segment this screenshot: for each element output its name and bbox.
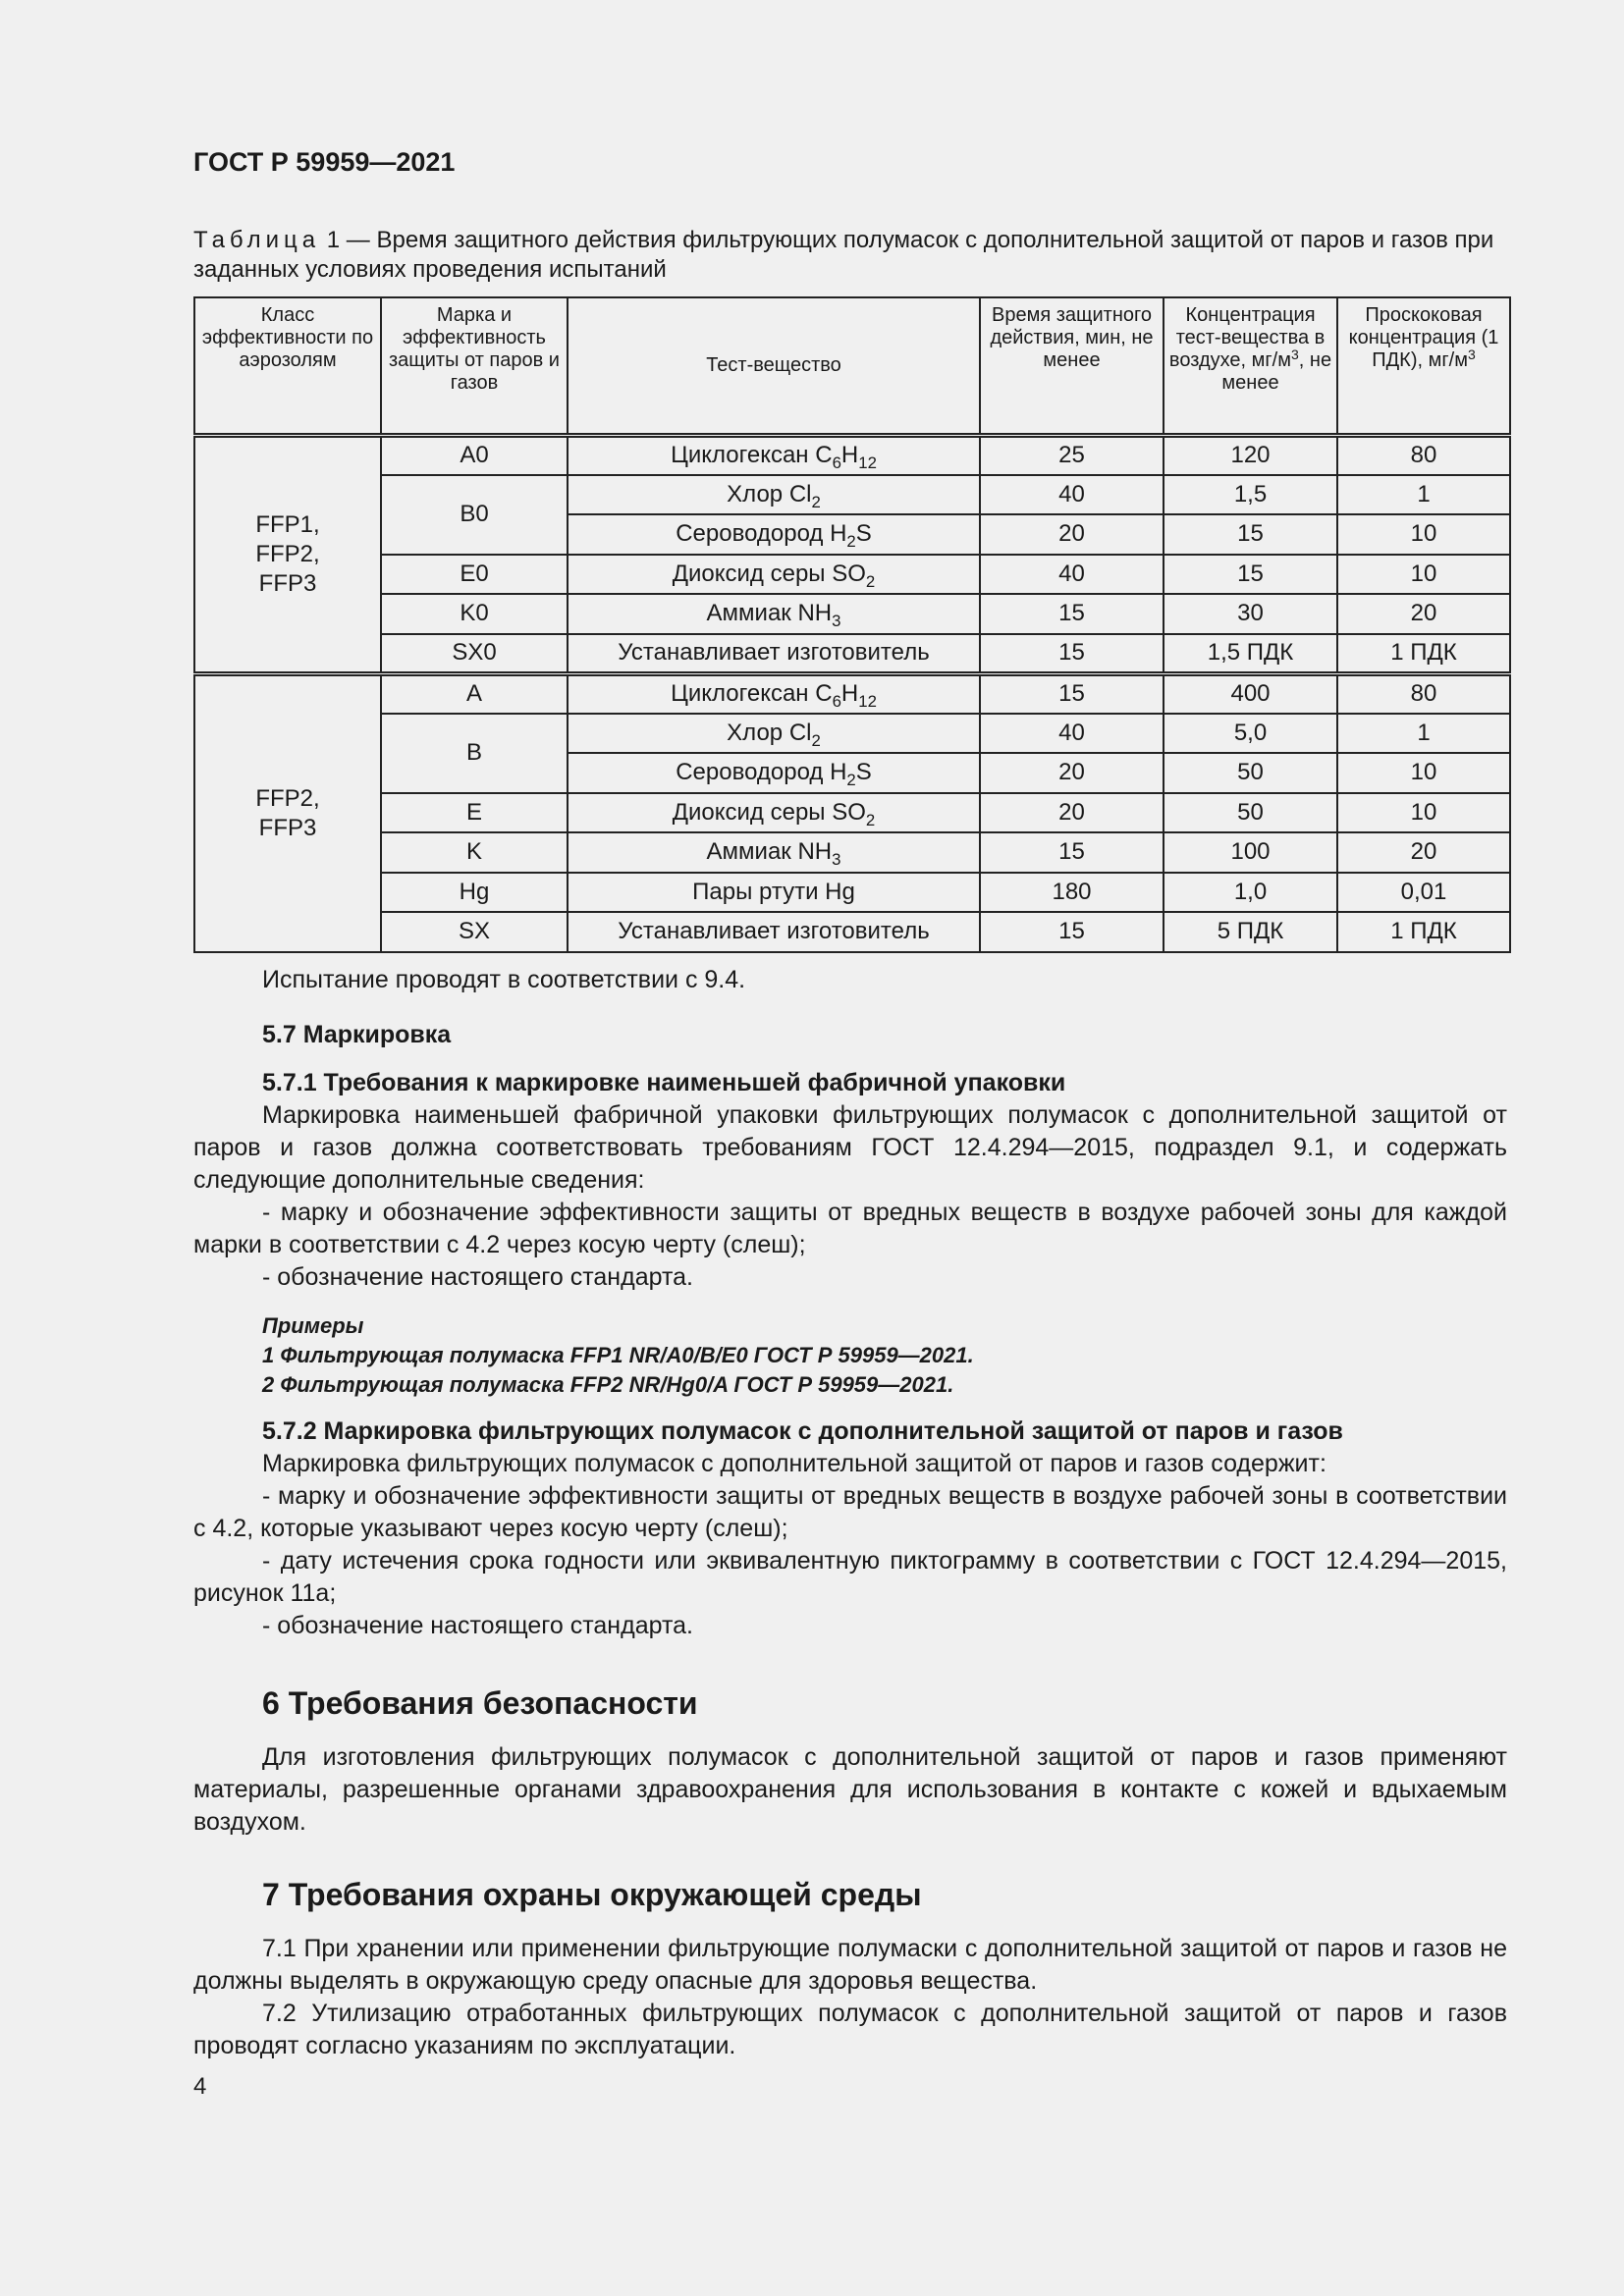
substance-cell: Диоксид серы $SO_2$ xyxy=(568,793,980,833)
substance-cell: Циклогексан $C_6H_{12}$ xyxy=(568,673,980,714)
section-heading: 5.7.1 Требования к маркировке наименьшей фабричной упаковки xyxy=(262,1069,1066,1096)
paragraph: Маркировка наименьшей фабричной упаковки фильтрующих полумасок с дополнительной защитой от паров и газов должна соответствовать требованиям ГОСТ 12.4.294—2015, подраздел 9.1, и содержать следующие дополнительные сведения: xyxy=(193,1101,1507,1194)
substance-cell: Хлор $Cl_2$ xyxy=(568,475,980,515)
breakthrough-cell: 10 xyxy=(1337,514,1510,555)
breakthrough-cell: 1 ПДК xyxy=(1337,634,1510,674)
col-header: Тест-вещество xyxy=(568,297,980,435)
concentration-cell: 1,0 xyxy=(1164,873,1337,913)
concentration-cell: 5,0 xyxy=(1164,714,1337,754)
concentration-cell: 100 xyxy=(1164,832,1337,873)
document-header: ГОСТ Р 59959—2021 xyxy=(193,147,456,177)
mark-cell: Hg xyxy=(381,873,568,913)
mark-cell: E0 xyxy=(381,555,568,595)
substance-cell: Аммиак $NH_3$ xyxy=(568,594,980,634)
table-row xyxy=(194,475,1510,515)
time-cell: 15 xyxy=(980,832,1164,873)
table-caption-prefix: Таблица xyxy=(193,227,321,253)
table-row xyxy=(194,714,1510,754)
paragraph: Для изготовления фильтрующих полумасок с дополнительной защитой от паров и газов применяют материалы, разрешенные органами здравоохранения для использования в контакте с кожей и вдыхаемым воздухом. xyxy=(193,1743,1507,1836)
time-cell: 20 xyxy=(980,793,1164,833)
list-item: - марку и обозначение эффективности защиты от вредных веществ в воздухе рабочей зоны для каждой марки в соответствии с 4.2 через косую черту (слеш); xyxy=(193,1199,1507,1258)
substance-cell: Устанавливает изготовитель xyxy=(568,634,980,674)
substance-cell: Устанавливает изготовитель xyxy=(568,912,980,952)
table-row xyxy=(194,793,1510,833)
breakthrough-cell: 10 xyxy=(1337,555,1510,595)
after-table-note: Испытание проводят в соответствии с 9.4. xyxy=(262,966,746,993)
paragraph: Маркировка фильтрующих полумасок с дополнительной защитой от паров и газов содержит: xyxy=(262,1450,1326,1477)
time-cell: 15 xyxy=(980,673,1164,714)
mark-cell: SX xyxy=(381,912,568,952)
time-cell: 40 xyxy=(980,714,1164,754)
substance-cell: Пары ртути Hg xyxy=(568,873,980,913)
table-row xyxy=(194,912,1510,952)
breakthrough-cell: 1 xyxy=(1337,714,1510,754)
list-item: - обозначение настоящего стандарта. xyxy=(262,1612,693,1639)
chapter-heading: 7 Требования охраны окружающей среды xyxy=(262,1877,922,1912)
table-caption xyxy=(193,226,1509,285)
table-row xyxy=(194,435,1510,475)
col-header: Время защитного действия, мин, не менее xyxy=(980,297,1164,435)
time-cell: 15 xyxy=(980,634,1164,674)
breakthrough-cell: 80 xyxy=(1337,673,1510,714)
substance-cell: Аммиак $NH_3$ xyxy=(568,832,980,873)
time-cell: 40 xyxy=(980,555,1164,595)
mark-cell: SX0 xyxy=(381,634,568,674)
concentration-cell: 30 xyxy=(1164,594,1337,634)
time-cell: 20 xyxy=(980,514,1164,555)
class-cell: FFP1, FFP2, FFP3 xyxy=(194,435,381,673)
breakthrough-cell: 10 xyxy=(1337,753,1510,793)
breakthrough-cell: 0,01 xyxy=(1337,873,1510,913)
table-row xyxy=(194,873,1510,913)
col-header: Проскоковая концентрация (1 ПДК), $мг/м^3$ xyxy=(1337,297,1510,435)
concentration-cell: 5 ПДК xyxy=(1164,912,1337,952)
col-header: Марка и эффективность защиты от паров и газов xyxy=(381,297,568,435)
mark-cell: B0 xyxy=(381,475,568,555)
table-row xyxy=(194,673,1510,714)
mark-cell: K0 xyxy=(381,594,568,634)
page-number: 4 xyxy=(193,2073,207,2100)
concentration-cell: 1,5 ПДК xyxy=(1164,634,1337,674)
breakthrough-cell: 1 ПДК xyxy=(1337,912,1510,952)
substance-cell: Диоксид серы $SO_2$ xyxy=(568,555,980,595)
example-item: 2 Фильтрующая полумаска FFP2 NR/Hg0/A ГОСТ Р 59959—2021. xyxy=(262,1372,954,1397)
mark-cell: K xyxy=(381,832,568,873)
paragraph: 7.1 При хранении или применении фильтрующие полумаски с дополнительной защитой от паров и газов не должны выделять в окружающую среду опасные для здоровья вещества. xyxy=(193,1935,1507,1995)
breakthrough-cell: 10 xyxy=(1337,793,1510,833)
mark-cell: B xyxy=(381,714,568,793)
examples-title: Примеры xyxy=(262,1313,364,1338)
table-row xyxy=(194,832,1510,873)
substance-cell: Сероводород $H_2S$ xyxy=(568,514,980,555)
list-item: - обозначение настоящего стандарта. xyxy=(262,1263,693,1291)
col-header: Класс эффективности по аэрозолям xyxy=(194,297,381,435)
concentration-cell: 15 xyxy=(1164,514,1337,555)
time-cell: 20 xyxy=(980,753,1164,793)
time-cell: 15 xyxy=(980,594,1164,634)
breakthrough-cell: 80 xyxy=(1337,435,1510,475)
list-item: - дату истечения срока годности или эквивалентную пиктограмму в соответствии с ГОСТ 12.4.294—2015, рисунок 11а; xyxy=(193,1547,1507,1607)
breakthrough-cell: 20 xyxy=(1337,832,1510,873)
class-cell: FFP2, FFP3 xyxy=(194,673,381,952)
concentration-cell: 120 xyxy=(1164,435,1337,475)
mark-cell: A0 xyxy=(381,435,568,475)
table-row xyxy=(194,594,1510,634)
breakthrough-cell: 1 xyxy=(1337,475,1510,515)
substance-cell: Сероводород $H_2S$ xyxy=(568,753,980,793)
time-cell: 180 xyxy=(980,873,1164,913)
section-heading: 5.7.2 Маркировка фильтрующих полумасок с дополнительной защитой от паров и газов xyxy=(262,1417,1343,1445)
table-row xyxy=(194,634,1510,674)
breakthrough-cell: 20 xyxy=(1337,594,1510,634)
substance-cell: Хлор $Cl_2$ xyxy=(568,714,980,754)
paragraph: 7.2 Утилизацию отработанных фильтрующих полумасок с дополнительной защитой от паров и газов проводят согласно указаниям по эксплуатации. xyxy=(193,2000,1507,2059)
chapter-heading: 6 Требования безопасности xyxy=(262,1685,698,1721)
time-cell: 15 xyxy=(980,912,1164,952)
table-row xyxy=(194,555,1510,595)
mark-cell: E xyxy=(381,793,568,833)
example-item: 1 Фильтрующая полумаска FFP1 NR/A0/B/E0 ГОСТ Р 59959—2021. xyxy=(262,1343,974,1367)
list-item: - марку и обозначение эффективности защиты от вредных веществ в воздухе рабочей зоны в соответствии с 4.2, которые указывают через косую черту (слеш); xyxy=(193,1482,1507,1542)
time-cell: 40 xyxy=(980,475,1164,515)
concentration-cell: 1,5 xyxy=(1164,475,1337,515)
section-heading: 5.7 Маркировка xyxy=(262,1021,452,1048)
col-header: Концентрация тест-вещества в воздухе, $мг/м^3$, не менее xyxy=(1164,297,1337,435)
mark-cell: A xyxy=(381,673,568,714)
efficiency-table xyxy=(193,296,1511,953)
time-cell: 25 xyxy=(980,435,1164,475)
concentration-cell: 50 xyxy=(1164,793,1337,833)
substance-cell: Циклогексан $C_6H_{12}$ xyxy=(568,435,980,475)
concentration-cell: 50 xyxy=(1164,753,1337,793)
table-caption-text: 1 — Время защитного действия фильтрующих полумасок с дополнительной защитой от паров и газов при заданных условиях проведения испытаний xyxy=(193,227,1494,283)
concentration-cell: 15 xyxy=(1164,555,1337,595)
concentration-cell: 400 xyxy=(1164,673,1337,714)
